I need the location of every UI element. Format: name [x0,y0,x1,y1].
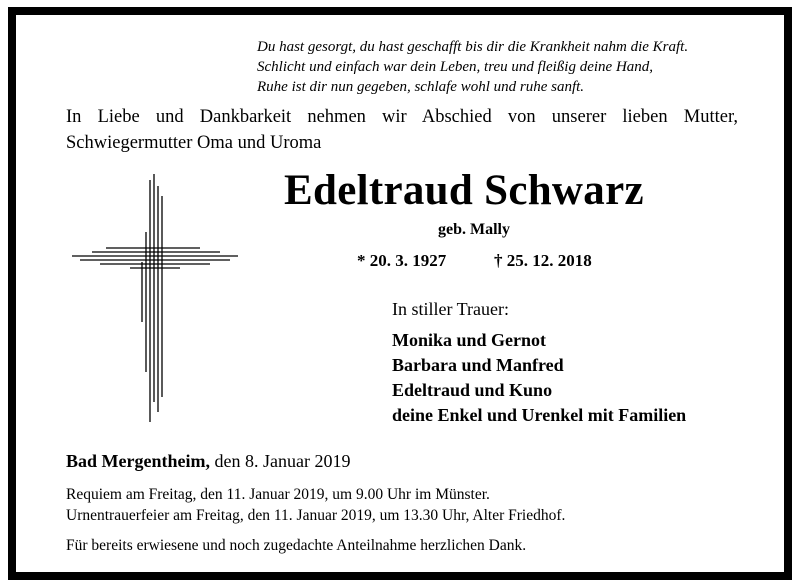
death-date: † 25. 12. 2018 [494,251,592,270]
services [66,484,565,526]
date: den 8. Januar 2019 [209,451,351,471]
poem-line: Ruhe ist dir nun gegeben, schlafe wohl und ruhe sanft. [257,79,585,95]
poem [257,37,688,97]
intro-line: In Liebe und Dankbarkeit nehmen wir Abschied von unserer lieben Mutter, [66,107,738,127]
poem-line: Du hast gesorgt, du hast geschafft bis dir die Krankheit nahm die Kraft. [257,39,689,55]
mourner-item: deine Enkel und Urenkel mit Familien [392,405,687,425]
service-line: Requiem am Freitag, den 11. Januar 2019, um 9.00 Uhr im Münster. [66,486,490,503]
mourner-item: Barbara und Manfred [392,355,564,375]
mourning-label: In stiller Trauer: [392,299,509,319]
line-cross-icon [70,172,240,432]
intro-line: Schwiegermutter Oma und Uroma [66,133,322,153]
mourner-item: Edeltraud und Kuno [392,380,553,400]
poem-line: Schlicht und einfach war dein Leben, treu und fleißig deine Hand, [257,59,654,75]
mourners-list [392,328,686,428]
place: Bad Mergentheim, [66,451,210,471]
mourner-item: Monika und Gernot [392,330,547,350]
deceased-name: Edeltraud Schwarz [284,167,644,214]
thanks-text: Für bereits erwiesene und noch zugedachte Anteilnahme herzlichen Dank. [66,537,527,554]
birth-date: * 20. 3. 1927 [357,251,447,270]
service-line: Urnentrauerfeier am Freitag, den 11. Januar 2019, um 13.30 Uhr, Alter Friedhof. [66,507,566,524]
maiden-name: geb. Mally [438,221,510,238]
place-date [66,451,350,472]
intro-text [66,104,738,156]
